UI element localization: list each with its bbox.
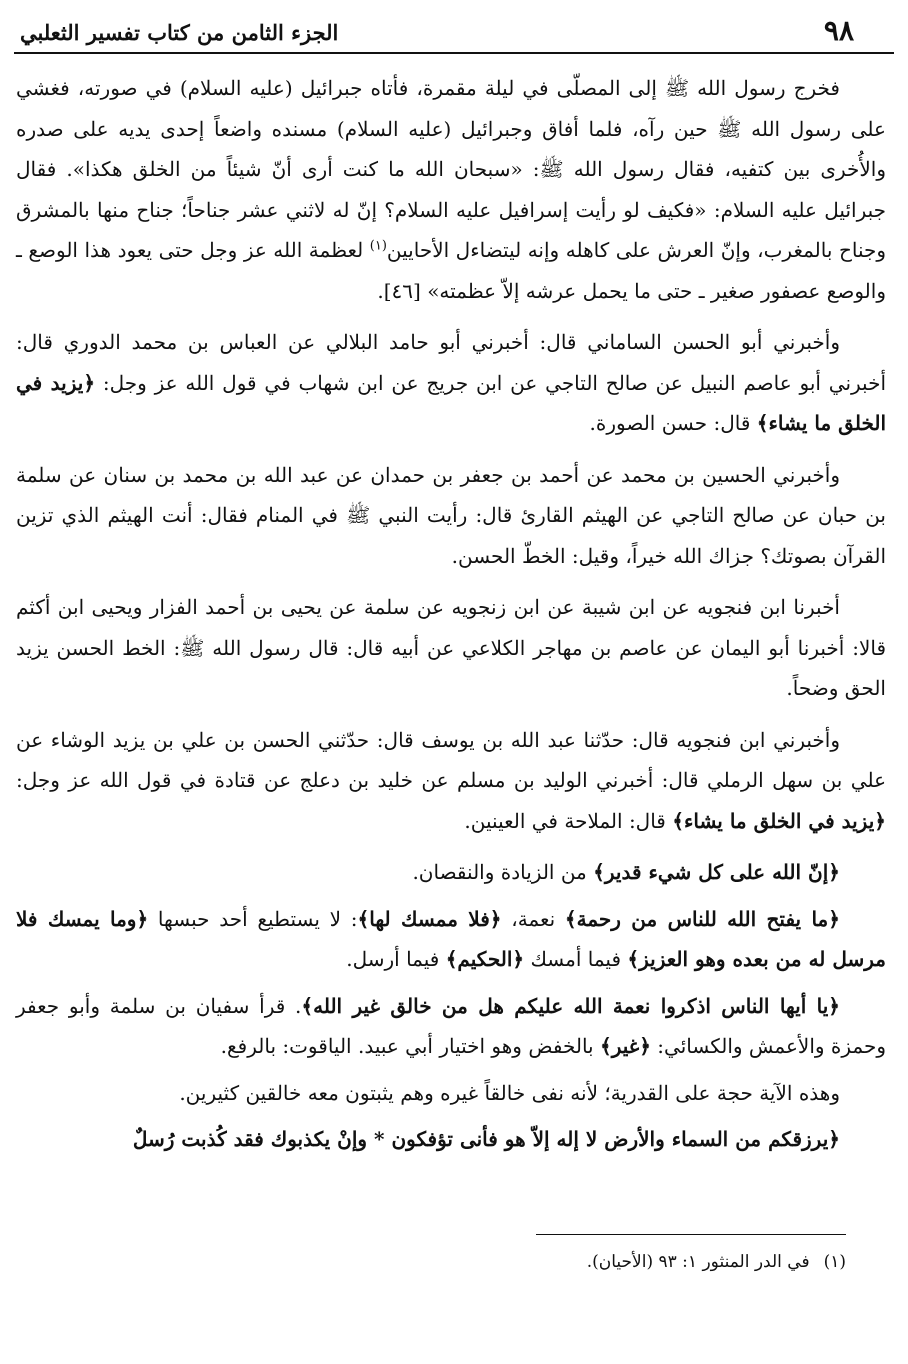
paragraph-5-text-a: وأخبرني ابن فنجويه قال: حدّثنا عبد الله بن يوسف قال: حدّثني الحسن بن علي بن يزيد الوشاء عن علي بن سهل الرملي قال: أخبرني الوليد بن مسلم عن خليد بن دعلج عن قتادة في قول الله عز وجل: bbox=[16, 727, 886, 792]
footnote-item bbox=[40, 1248, 846, 1276]
running-title: الجزء الثامن من كتاب تفسير الثعلبي bbox=[20, 20, 339, 45]
quran-verse: ﴿فلا ممسك لها﴾ bbox=[357, 906, 502, 931]
quran-verse: ﴿يزيد في الخلق ما يشاء﴾ bbox=[16, 370, 886, 435]
paragraph-10 bbox=[16, 1119, 886, 1160]
paragraph-2-text-b: قال: حسن الصورة. bbox=[589, 411, 757, 435]
quran-verse: ﴿يزيد في الخلق ما يشاء﴾ bbox=[672, 808, 886, 833]
footnotes bbox=[40, 1248, 846, 1276]
paragraph-3: وأخبرني الحسين بن محمد عن أحمد بن جعفر بن حمدان عن عبد الله بن محمد بن سنان عن سلمة بن حبان عن صالح التاجي عن الهيثم القارئ قال: رأيت النبي ﷺ في المنام فقال: أنت الهيثم الذي تزين القرآن بصوتك؟ جزاك الله خيراً، وقيل: الخطّ الحسن. bbox=[16, 462, 886, 568]
quran-verse: ﴿غير﴾ bbox=[599, 1034, 651, 1058]
footnote-text: في الدر المنثور ١: ٩٣ (الأحيان). bbox=[586, 1252, 810, 1272]
quran-verse: ﴿ما يفتح الله للناس من رحمة﴾ bbox=[564, 906, 840, 931]
paragraph-4: أخبرنا ابن فنجويه عن ابن شيبة عن ابن زنجويه عن سلمة عن يحيى بن أحمد الفزار ويحيى ابن أكثم قالا: أخبرنا أبو اليمان عن عاصم بن مهاجر الكلاعي عن أبيه قال: قال رسول الله ﷺ: الخط الحسن يزيد الحق وضحاً. bbox=[16, 595, 886, 700]
paragraph-1 bbox=[16, 68, 886, 311]
page-body bbox=[16, 68, 886, 1166]
quran-verse: ﴿إنّ الله على كل شيء قدير﴾ bbox=[593, 860, 840, 884]
page-number: ٩٨ bbox=[823, 14, 854, 47]
paragraph-6 bbox=[16, 852, 886, 893]
paragraph-7-text-4: فيما أرسل. bbox=[346, 947, 446, 971]
paragraph-7-text-1: نعمة، bbox=[501, 906, 565, 931]
paragraph-5 bbox=[16, 720, 886, 842]
paragraph-7 bbox=[16, 899, 886, 980]
paragraph-8-text-2: بالخفض وهو اختيار أبي عبيد. الياقوت: بالرفع. bbox=[220, 1034, 600, 1058]
footnote-divider bbox=[536, 1234, 846, 1235]
quran-verse: ﴿وما يمسك فلا مرسل له من بعده وهو العزيز﴾ bbox=[16, 906, 886, 971]
paragraph-2 bbox=[16, 322, 886, 444]
paragraph-7-text-3: فيما أمسك bbox=[524, 947, 628, 971]
quran-verse: ﴿يرزقكم من السماء والأرض لا إله إلاّ هو فأنى تؤفكون * وإنْ يكذبوك فقد كُذبت رُسلٌ bbox=[132, 1127, 840, 1151]
quran-verse: ﴿يا أيها الناس اذكروا نعمة الله عليكم هل من خالق غير الله﴾ bbox=[301, 993, 840, 1018]
paragraph-5-text-b: قال: الملاحة في العينين. bbox=[464, 808, 673, 833]
footnote-reference: (١) bbox=[369, 238, 387, 254]
paragraph-8 bbox=[16, 986, 886, 1067]
footnote-marker: (١) bbox=[823, 1252, 846, 1272]
page-header bbox=[14, 12, 894, 54]
quran-verse: ﴿الحكيم﴾ bbox=[445, 947, 525, 971]
paragraph-1-text-b: لعظمة الله عز وجل حتى يعود هذا الوصع ـ والوصع عصفور صغير ـ حتى ما يحمل عرشه إلاّ عظمته» [٤٦]. bbox=[16, 238, 886, 303]
paragraph-7-text-2: : لا يستطيع أحد حبسها bbox=[148, 906, 358, 931]
paragraph-2-text-a: وأخبرني أبو الحسن الساماني قال: أخبرني أبو حامد البلالي عن العباس بن محمد الدوري قال: أخبرني أبو عاصم النبيل عن صالح التاجي عن ابن جريج عن ابن شهاب في قول الله عز وجل: bbox=[16, 330, 887, 395]
paragraph-6-text: من الزيادة والنقصان. bbox=[412, 860, 594, 884]
paragraph-1-text-a: فخرج رسول الله ﷺ إلى المصلّى في ليلة مقمرة، فأتاه جبرائيل (عليه السلام) في صورته، فغشي على رسول الله ﷺ حين رآه، فلما أفاق وجبرائيل (عليه السلام) مسنده واضعاً إحدى يديه على صدره والأُخرى بين كتفيه، فقال رسول الله ﷺ: «سبحان الله ما كنت أرى أنّ شيئاً من الخلق هكذا». فقال جبرائيل عليه السلام: «فكيف لو رأيت إسرافيل عليه السلام؟ إنّ له لاثني عشر جناحاً؛ جناح منها بالمشرق وجناح بالمغرب، وإنّ العرش على كاهله وإنه ليتضاءل الأحايين bbox=[16, 76, 887, 262]
paragraph-9: وهذه الآية حجة على القدرية؛ لأنه نفى خالقاً غيره وهم يثبتون معه خالقين كثيرين. bbox=[179, 1080, 840, 1105]
paragraph-8-text-1: . قرأ سفيان بن سلمة وأبو جعفر وحمزة والأعمش والكسائي: bbox=[16, 993, 886, 1058]
